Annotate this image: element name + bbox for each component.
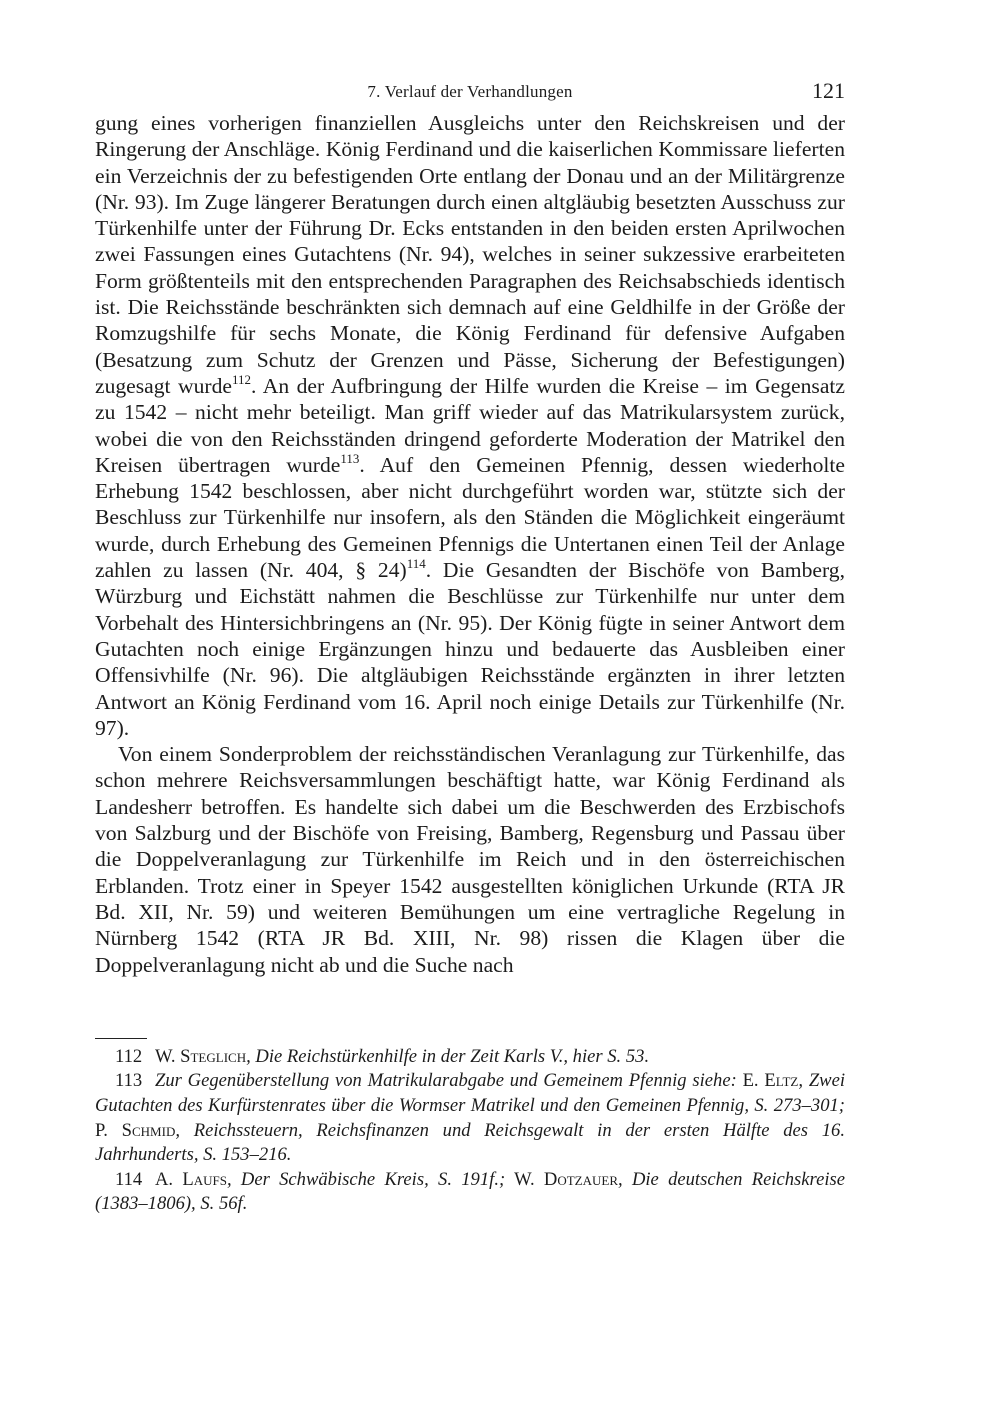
text-span: gung eines vorherigen finanziellen Ausgleichs unter den Reichskreisen und der Ringerung der Anschläge. König Ferdinand und die kaiserlichen Kommissare lieferten ein Verzeichnis der zu befestigenden Orte entlang der Donau und an der Militärgrenze (Nr. 93). Im Zuge längerer Beratungen durch einen altgläubig besetzten Ausschuss zur Türkenhilfe unter der Führung Dr. Ecks entstanden in den beiden ersten Aprilwochen zwei Fassungen eines Gutachtens (Nr. 94), welches in seiner sukzessive erarbeiteten Form größtenteils mit den entsprechenden Paragraphen des Reichsabschieds identisch ist. Die Reichsstände beschränkten sich demnach auf eine Geldhilfe in der Größe der Romzugshilfe für sechs Monate, die König Ferdinand für defensive Aufgaben (Besatzung zum Schutz der Grenzen und Pässe, Sicherung der Befestigungen) zugesagt wurde <box>95 111 845 398</box>
footnote-number: 112 <box>115 1045 143 1067</box>
footnote-113 <box>95 1069 845 1167</box>
book-page <box>95 74 845 1217</box>
author-name: Dotzauer <box>543 1168 618 1190</box>
paragraph-2: Von einem Sonderproblem der reichsständischen Veranlagung zur Türkenhilfe, das schon mehrere Reichsversammlungen beschäftigt hatte, war König Ferdinand als Landesherr betroffen. Es handelte sich dabei um die Beschwerden des Erzbischofs von Salzburg und der Bischöfe von Freising, Bamberg, Regensburg und Passau über die Doppelveranlagung zur Türkenhilfe im Reich und in den österreichischen Erblanden. Trotz einer in Speyer 1542 ausgestellten königlichen Urkunde (RTA JR Bd. XII, Nr. 59) und weiteren Bemühungen um eine vertragliche Regelung in Nürnberg 1542 (RTA JR Bd. XIII, Nr. 98) rissen die Klagen über die Doppelveranlagung nicht ab und die Suche nach <box>95 742 845 977</box>
citation-title: , Die Reichstürkenhilfe in der Zeit Karls V., hier S. 53. <box>246 1045 650 1067</box>
page-number: 121 <box>812 78 845 103</box>
footnotes <box>95 1045 845 1217</box>
main-text <box>95 110 845 978</box>
footnote-ref-113[interactable]: 113 <box>340 450 360 466</box>
text-span: . Auf den Gemeinen Pfennig, dessen wiederholte Erhebung 1542 beschlossen, aber nicht durchgeführt worden war, stützte sich der Beschluss zur Türkenhilfe nur insofern, als den Ständen die Möglichkeit eingeräumt wurde, durch Erhebung des Gemeinen Pfennigs die Untertanen einen Teil der Anlage zahlen zu lassen (Nr. 404, § 24) <box>95 452 845 583</box>
author-name: Schmid <box>121 1119 176 1141</box>
author-name: Eltz <box>764 1070 799 1092</box>
citation-title: , Die deutschen Reichskreise (1383–1806), S. 56f. <box>95 1168 845 1215</box>
citation-title: , Zwei Gutachten des Kurfürstenrates über die Wormser Matrikel und den Gemeinen Pfennig, S. 273–301; <box>95 1070 845 1116</box>
page-header <box>95 74 845 110</box>
citation-intro: Zur Gegenüberstellung von Matrikularabgabe und Gemeinem Pfennig siehe: <box>155 1070 737 1092</box>
author-name: Laufs <box>182 1168 227 1190</box>
footnote-ref-112[interactable]: 112 <box>232 371 252 387</box>
footnote-number: 114 <box>115 1168 143 1190</box>
footnote-number: 113 <box>115 1070 143 1092</box>
running-head: 7. Verlauf der Verhandlungen <box>367 82 573 101</box>
footnote-ref-114[interactable]: 114 <box>406 556 426 572</box>
author-initial: W. <box>505 1168 544 1190</box>
footnote-112 <box>95 1045 845 1070</box>
text-span: . An der Aufbringung der Hilfe wurden die Kreise – im Gegensatz zu 1542 – nicht mehr beteiligt. Man griff wieder auf das Matrikularsystem zurück, wobei die von den Reichsständen dringend geforderte Moderation der Matrikel den Kreisen übertragen wurde <box>95 373 845 477</box>
author-name: Steglich <box>180 1045 247 1067</box>
paragraph-1 <box>95 110 845 741</box>
author-initial: P. <box>95 1119 122 1141</box>
text-span: . Die Gesandten der Bischöfe von Bamberg, Würzburg und Eichstätt nahmen die Beschlüsse zur Türkenhilfe nur unter dem Vorbehalt des Hintersichbringens an (Nr. 95). Der König fügte in seiner Antwort dem Gutachten noch einige Ergänzungen hinzu und bedauerte das Ausbleiben einer Offensivhilfe (Nr. 96). Die altgläubigen Reichsstände ergänzten in ihrer letzten Antwort an König Ferdinand vom 16. April noch einige Details zur Türkenhilfe (Nr. 97). <box>95 558 845 740</box>
author-initial: E. <box>736 1070 765 1092</box>
citation-title: , Reichssteuern, Reichsfinanzen und Reichsgewalt in der ersten Hälfte des 16. Jahrhunderts, S. 153–216. <box>95 1119 845 1166</box>
author-initial: W. <box>155 1045 181 1067</box>
footnote-separator <box>95 1038 147 1039</box>
footnote-114 <box>95 1168 845 1217</box>
author-initial: A. <box>155 1168 183 1190</box>
citation-title: , Der Schwäbische Kreis, S. 191f.; <box>226 1168 506 1190</box>
